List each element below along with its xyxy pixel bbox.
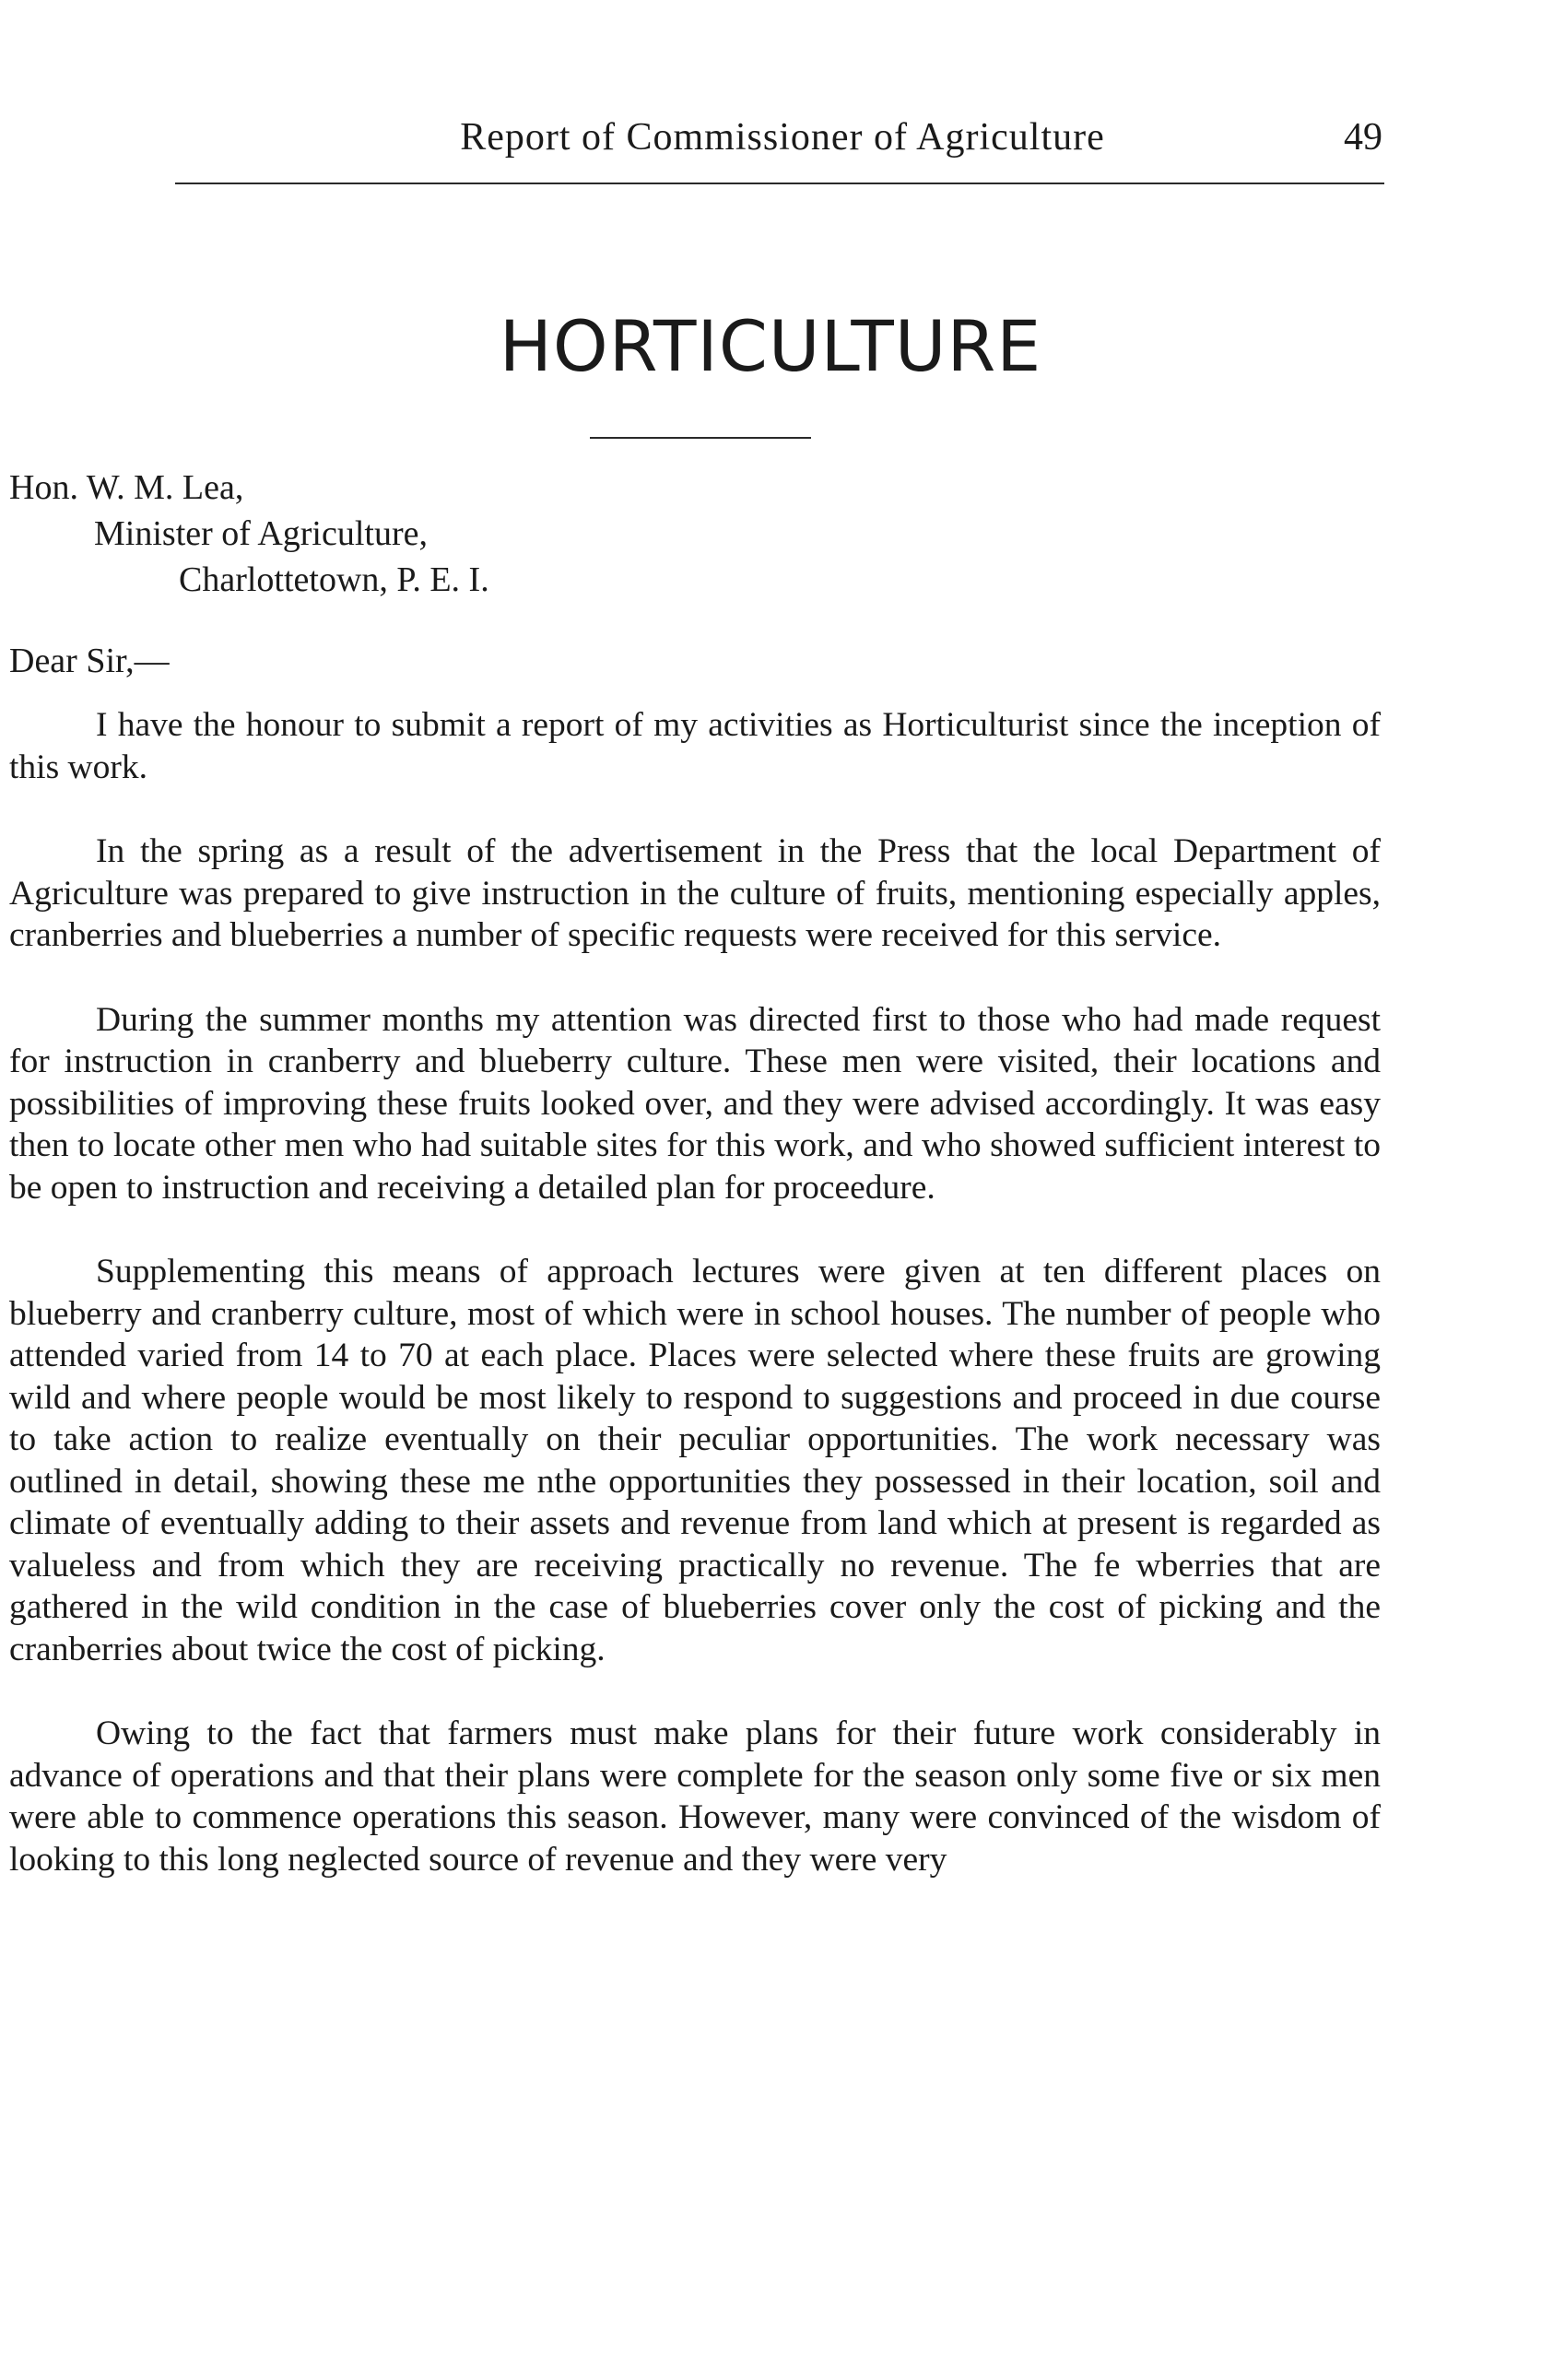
header-rule [175, 183, 1384, 184]
page-number: 49 [1344, 116, 1382, 159]
address-line-name: Hon. W. M. Lea, [9, 468, 244, 507]
paragraph-4: Supplementing this means of approach lectures were given at ten different places on blueberry and cranberry culture, most of which were in school houses. The number of people who attended varied from 14 to 70 at each place. Places were selected where these fruits are growing wild and where people would be most likely to respond to suggestions and proceed in due course to take action to realize eventually on their peculiar opportunities. The work necessary was outlined in detail, showing these me nthe opportunities they possessed in their location, soil and climate of eventually adding to their assets and revenue from land which at present is regarded as valueless and from which they are receiving practically no revenue. The fe wberries that are gathered in the wild condition in the case of blueberries cover only the cost of picking and the cranberries about twice the cost of picking. [9, 1253, 1381, 1668]
address-line-place: Charlottetown, P. E. I. [179, 560, 489, 599]
page-header [182, 118, 1382, 173]
address-line-title: Minister of Agriculture, [94, 514, 428, 553]
address-block [9, 465, 489, 603]
section-title: HORTICULTURE [499, 305, 1042, 387]
paragraph-3: During the summer months my attention was directed first to those who had made request for instruction in cranberry and blueberry culture. These men were visited, their locations and possibilities of improving these fruits looked over, and they were advised accordingly. It was easy then to locate other men who had suitable sites for this work, and who showed sufficient interest to be open to instruction and receiving a detailed plan for proceedure. [9, 1000, 1381, 1207]
salutation: Dear Sir,— [9, 642, 170, 680]
paragraph-2: In the spring as a result of the advertisement in the Press that the local Department of Agriculture was prepared to give instruction in the culture of fruits, mentioning especially apples, cranberries and blueberries a number of specific requests were received for this service. [9, 832, 1381, 954]
title-rule [590, 437, 811, 439]
paragraph-5: Owing to the fact that farmers must make plans for their future work considerably in advance of operations and that their plans were complete for the season only some five or six men were able to commence operations this season. However, many were convinced of the wisdom of looking to this long neglected source of revenue and they were very [9, 1714, 1381, 1879]
running-head: Report of Commissioner of Agriculture [460, 116, 1105, 159]
paragraph-1: I have the honour to submit a report of my activities as Horticulturist since the inception of this work. [9, 706, 1381, 786]
body-text [9, 704, 1381, 1880]
